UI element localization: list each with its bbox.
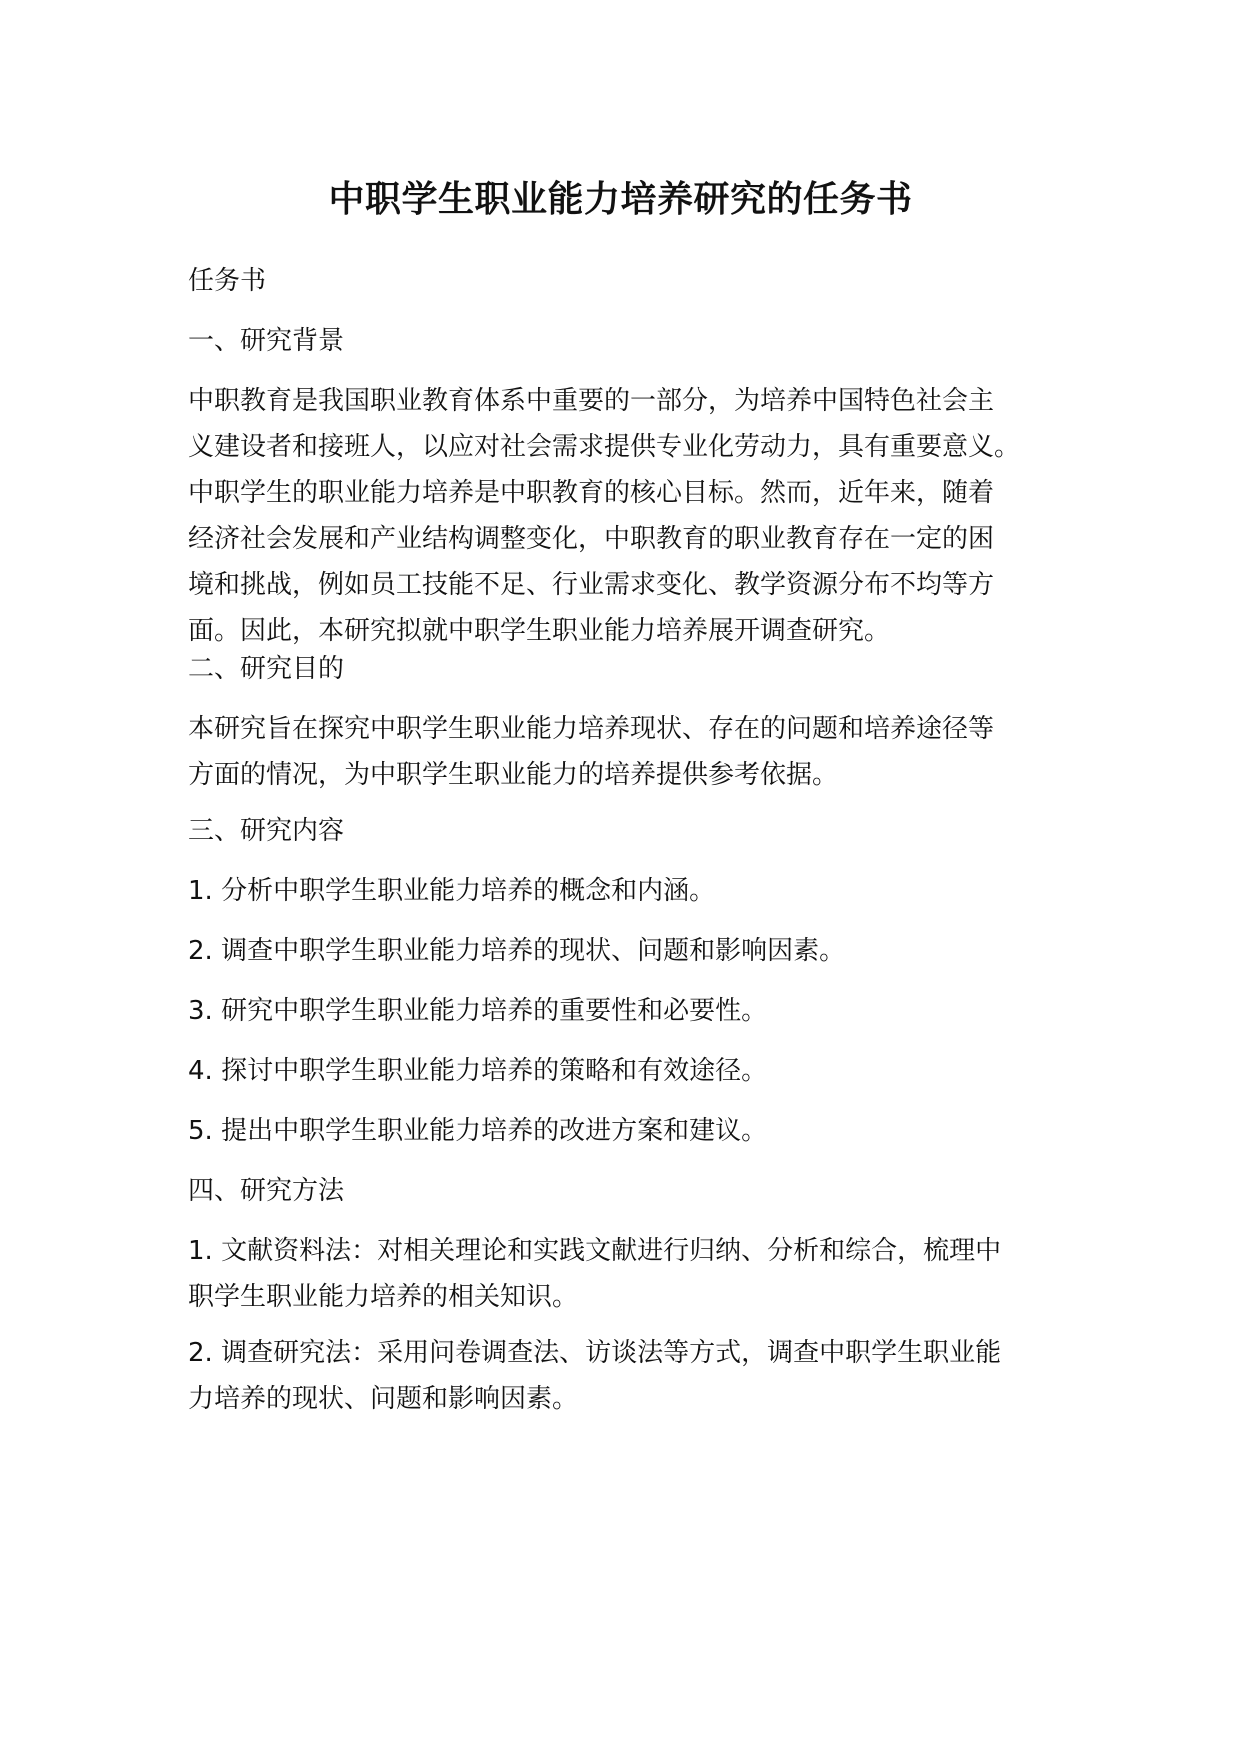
content-item: 4. 探讨中职学生职业能力培养的策略和有效途径。	[188, 1056, 768, 1086]
paragraph-line: 2. 调查研究法：采用问卷调查法、访谈法等方式，调查中职学生职业能	[188, 1338, 1002, 1368]
method-item	[188, 1330, 1001, 1422]
paragraph-line: 境和挑战，例如员工技能不足、行业需求变化、教学资源分布不均等方	[188, 570, 995, 600]
purpose-paragraph	[188, 706, 994, 798]
paragraph-line: 方面的情况，为中职学生职业能力的培养提供参考依据。	[188, 760, 839, 790]
paragraph-line: 面。因此，本研究拟就中职学生职业能力培养展开调查研究。	[188, 616, 891, 646]
paragraph-line: 职学生职业能力培养的相关知识。	[188, 1282, 579, 1312]
paragraph-line: 1. 文献资料法：对相关理论和实践文献进行归纳、分析和综合，梳理中	[188, 1236, 1002, 1266]
section-heading-purpose: 二、研究目的	[188, 654, 345, 684]
section-heading-content: 三、研究内容	[188, 816, 345, 846]
section-heading-methods: 四、研究方法	[188, 1176, 345, 1206]
paragraph-line: 本研究旨在探究中职学生职业能力培养现状、存在的问题和培养途径等	[188, 714, 995, 744]
content-item: 5. 提出中职学生职业能力培养的改进方案和建议。	[188, 1116, 768, 1146]
content-item: 1. 分析中职学生职业能力培养的概念和内涵。	[188, 876, 716, 906]
paragraph-line: 义建设者和接班人，以应对社会需求提供专业化劳动力，具有重要意义。	[188, 432, 1021, 462]
content-item: 2. 调查中职学生职业能力培养的现状、问题和影响因素。	[188, 936, 846, 966]
content-item: 3. 研究中职学生职业能力培养的重要性和必要性。	[188, 996, 768, 1026]
paragraph-line: 中职学生的职业能力培养是中职教育的核心目标。然而，近年来，随着	[188, 478, 995, 508]
document-title: 中职学生职业能力培养研究的任务书	[328, 179, 913, 220]
paragraph-line: 力培养的现状、问题和影响因素。	[188, 1384, 579, 1414]
section-heading-background: 一、研究背景	[188, 326, 345, 356]
document-label: 任务书	[188, 266, 267, 296]
paragraph-line: 中职教育是我国职业教育体系中重要的一部分，为培养中国特色社会主	[188, 386, 995, 416]
method-item	[188, 1228, 1001, 1320]
paragraph-line: 经济社会发展和产业结构调整变化，中职教育的职业教育存在一定的困	[188, 524, 995, 554]
background-paragraph	[188, 378, 1020, 654]
